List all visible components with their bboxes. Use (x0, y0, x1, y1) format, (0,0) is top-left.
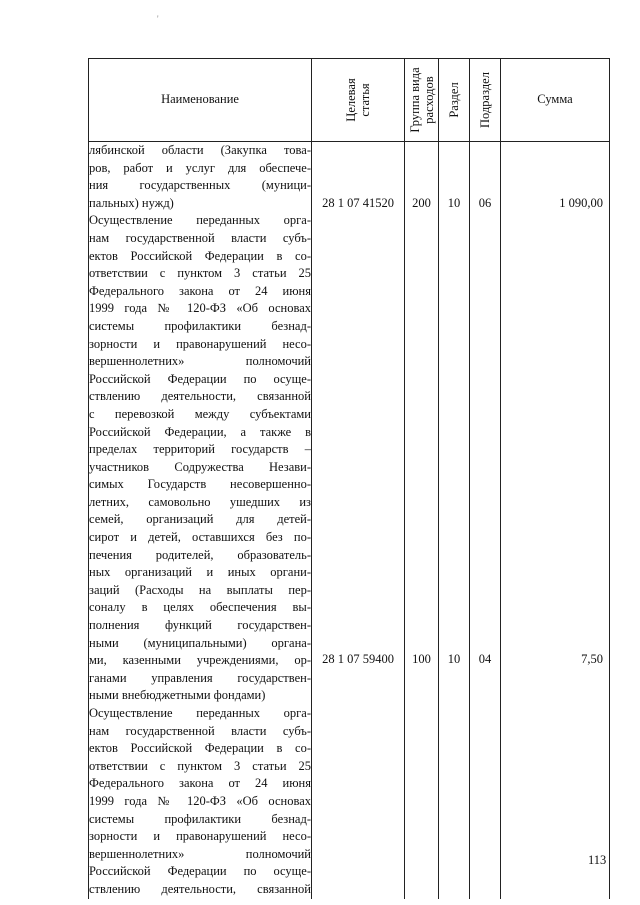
name-line: Федерального закона от 24 июня (89, 776, 311, 791)
name-line: пальных) нужд) (89, 195, 174, 210)
name-line: вершеннолетних» полномочий (89, 846, 311, 861)
header-sum-label: Сумма (537, 92, 573, 107)
name-line: вершеннолетних» полномочий (89, 354, 311, 369)
name-line: зорности и правонарушений несо- (89, 829, 311, 844)
name-line: полнения функций государствен- (89, 618, 311, 633)
sum-cell (501, 142, 610, 899)
target-cell (312, 142, 405, 899)
name-line: заций (Расходы на выплаты пер- (89, 582, 311, 597)
header-section-label: Раздел (447, 82, 461, 118)
name-line: Российской Федерации, а также в (89, 424, 311, 439)
name-line: Осуществление переданных орга- (89, 706, 311, 720)
table-row (89, 142, 610, 899)
name-line: нам государственной власти субъ- (89, 230, 311, 245)
name-line: ствлению деятельности, связанной (89, 881, 311, 896)
name-line: ными внебюджетными фондами) (89, 688, 266, 703)
row1-target: 28 1 07 41520 (322, 196, 394, 210)
name-line: ния государственных (муници- (89, 178, 311, 193)
header-name (89, 59, 312, 142)
name-line: ответствии с пунктом 3 статьи 25 (89, 758, 311, 773)
name-line: с перевозкой между субъектами (89, 406, 311, 421)
name-line: ров, работ и услуг для обеспече- (89, 160, 311, 175)
name-cell (89, 142, 312, 899)
name-line: ектов Российской Федерации в со- (89, 248, 311, 263)
name-line: ствлению деятельности, связанной (89, 389, 311, 404)
name-line: нам государственной власти субъ- (89, 723, 311, 738)
row1-sum: 1 090,00 (559, 196, 603, 210)
header-group (405, 59, 439, 142)
subsection-cell (470, 142, 501, 899)
name-line: сирот и детей, оставшихся без по- (89, 530, 311, 545)
name-line: пределах территорий государств – (89, 442, 311, 457)
header-target-label: Целевая статья (344, 78, 372, 122)
name-line: печения родителей, образователь- (89, 547, 311, 562)
budget-table (88, 58, 610, 899)
row2-group: 100 (412, 652, 431, 666)
name-line: симых Государств несовершенно- (89, 477, 311, 492)
header-subsection-label: Подраздел (478, 72, 492, 128)
section-cell (439, 142, 470, 899)
name-line: ми, казенными учреждениями, ор- (89, 653, 311, 668)
name-line: системы профилактики безнад- (89, 318, 311, 333)
name-line: Российской Федерации по осуще- (89, 864, 311, 879)
header-sum (501, 59, 610, 142)
group-cell (405, 142, 439, 899)
name-line: семей, организаций для детей- (89, 512, 311, 527)
row1-group: 200 (412, 196, 431, 210)
name-line: лябинской области (Закупка това- (89, 143, 311, 157)
header-group-label: Группа вида расходов (407, 67, 436, 133)
row2-subsection: 04 (478, 652, 492, 666)
name-line: зорности и правонарушений несо- (89, 336, 311, 351)
name-line: соналу в целях обеспечения вы- (89, 600, 311, 615)
row1-section: 10 (447, 196, 461, 210)
name-line: летних, самовольно ушедших из (89, 494, 311, 509)
name-line: Федерального закона от 24 июня (89, 283, 311, 298)
name-text (89, 142, 311, 899)
header-section (439, 59, 470, 142)
row1-subsection: 06 (478, 196, 492, 210)
header-target (312, 59, 405, 142)
page-number: 113 (588, 853, 607, 867)
scan-speck: ' (157, 14, 159, 24)
name-line: ганами управления государствен- (89, 670, 311, 685)
name-line: Российской Федерации по осуще- (89, 371, 311, 386)
name-line: Осуществление переданных орга- (89, 213, 311, 228)
name-line: 1999 года № 120-ФЗ «Об основах (89, 793, 311, 808)
name-line: участников Содружества Незави- (89, 459, 311, 474)
row2-sum: 7,50 (581, 652, 603, 666)
name-line: ответствии с пунктом 3 статьи 25 (89, 266, 311, 281)
name-line: ектов Российской Федерации в со- (89, 741, 311, 756)
table-header-row (89, 59, 610, 142)
header-name-label: Наименование (161, 92, 239, 107)
name-line: ных организаций и иных органи- (89, 565, 311, 580)
name-line: ными (муниципальными) органа- (89, 635, 311, 650)
row2-section: 10 (447, 652, 461, 666)
row2-target: 28 1 07 59400 (322, 652, 394, 666)
name-line: системы профилактики безнад- (89, 811, 311, 826)
header-subsection (470, 59, 501, 142)
name-line: 1999 года № 120-ФЗ «Об основах (89, 301, 311, 316)
